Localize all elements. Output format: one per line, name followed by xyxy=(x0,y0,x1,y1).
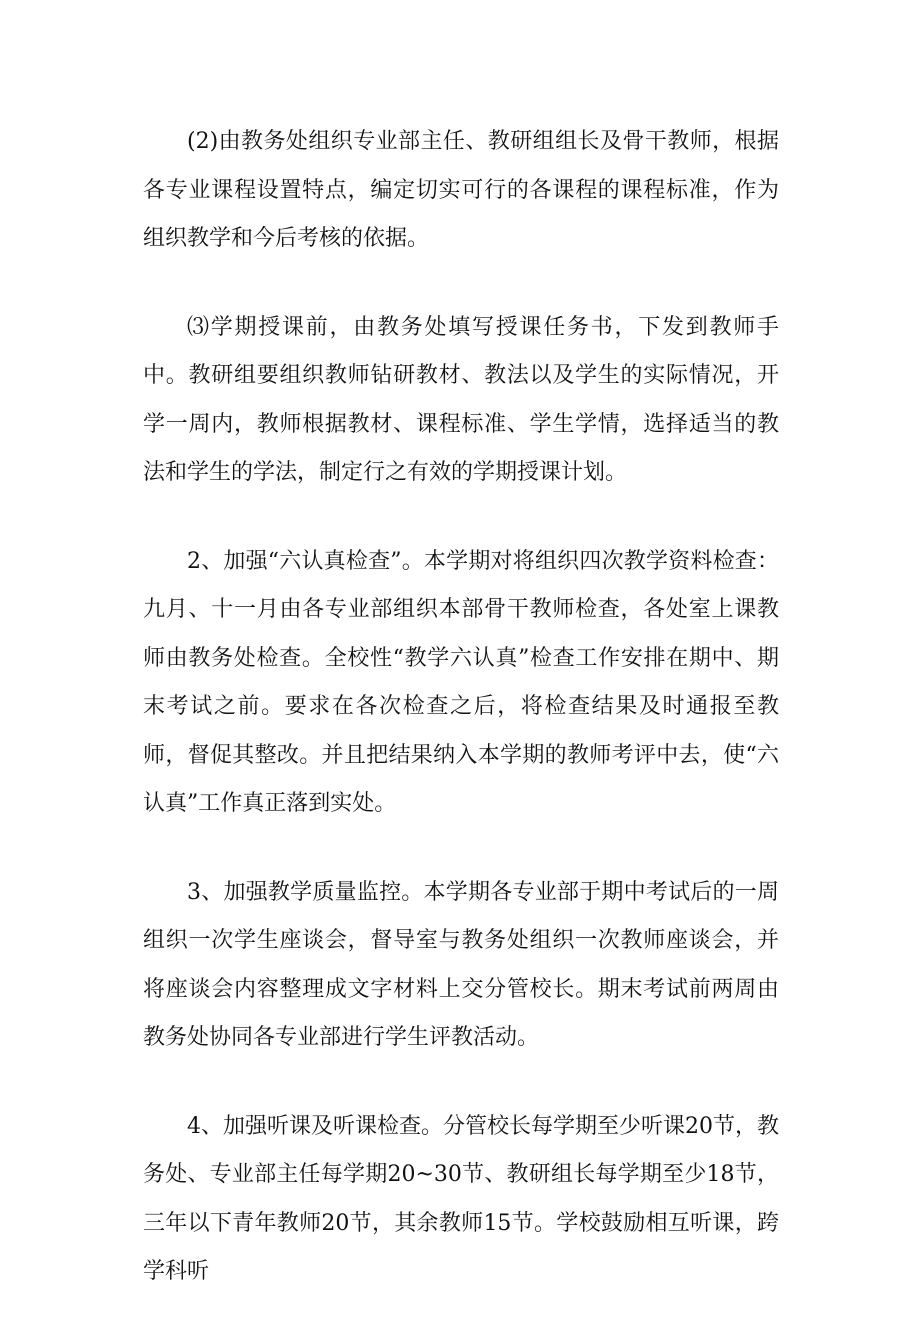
paragraph-lesson-observation: 4、加强听课及听课检查。分管校长每学期至少听课20节，教务处、专业部主任每学期20~30节、教研组长每学期至少18节，三年以下青年教师20节，其余教师15节。学校鼓励相互听课，跨学科听 xyxy=(143,1113,779,1284)
paragraph-curriculum-standards: (2)由教务处组织专业部主任、教研组组长及骨干教师，根据各专业课程设置特点，编定切实可行的各课程的课程标准，作为组织教学和今后考核的依据。 xyxy=(143,129,779,251)
paragraph-quality-monitoring: 3、加强教学质量监控。本学期各专业部于期中考试后的一周组织一次学生座谈会，督导室与教务处组织一次教师座谈会，并将座谈会内容整理成文字材料上交分管校长。期末考试前两周由教务处协同各专业部进行学生评教活动。 xyxy=(143,879,779,1050)
paragraph-six-checks: 2、加强“六认真检查”。本学期对将组织四次教学资料检查：九月、十一月由各专业部组织本部骨干教师检查，各处室上课教师由教务处检查。全校性“教学六认真”检查工作安排在期中、期末考试之前。要求在各次检查之后，将检查结果及时通报至教师，督促其整改。并且把结果纳入本学期的教师考评中去，使“六认真”工作真正落到实处。 xyxy=(143,548,779,816)
paragraph-teaching-plan: ⑶学期授课前，由教务处填写授课任务书，下发到教师手中。教研组要组织教师钻研教材、教法以及学生的实际情况，开学一周内，教师根据教材、课程标准、学生学情，选择适当的教法和学生的学法，制定行之有效的学期授课计划。 xyxy=(143,314,779,485)
document-body xyxy=(143,118,779,1337)
